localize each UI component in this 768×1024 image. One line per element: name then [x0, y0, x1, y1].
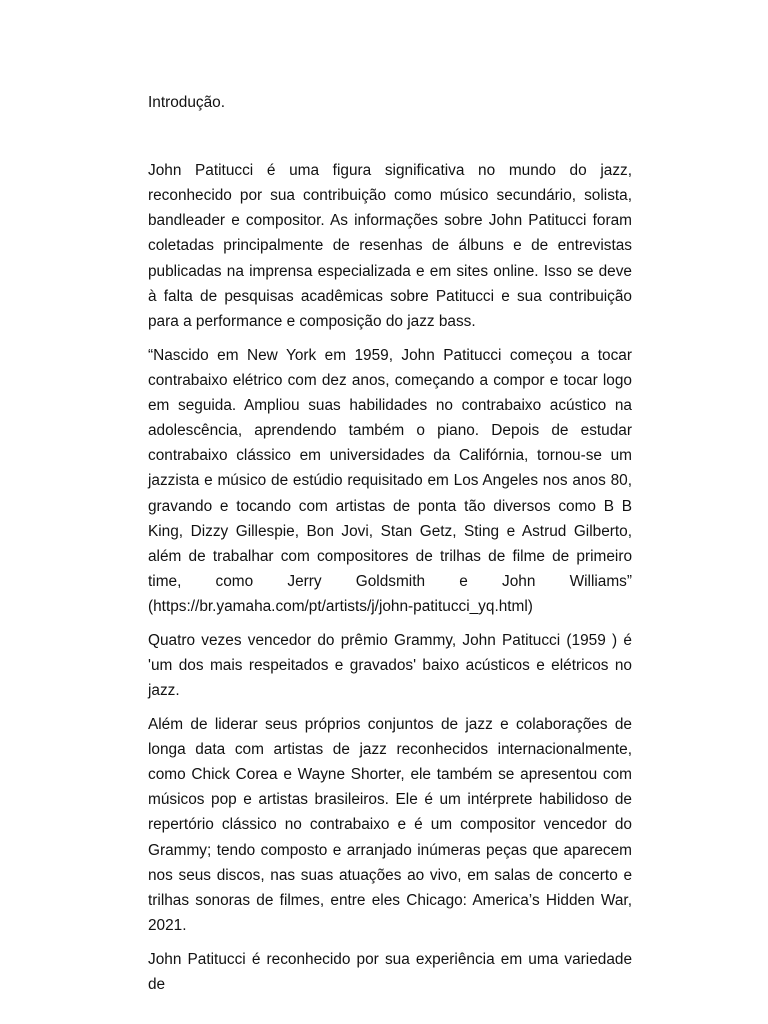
document-body: [148, 158, 632, 1006]
paragraph-expertise: John Patitucci é reconhecido por sua experiência em uma variedade de: [148, 950, 632, 993]
paragraph-intro: John Patitucci é uma figura significativa no mundo do jazz, reconhecido por sua contribuição como músico secundário, solista, bandleader e compositor. As informações sobre John Patitucci foram coletadas principalmente de resenhas de álbuns e de entrevistas publicadas na imprensa especializada e em sites online. Isso se deve à falta de pesquisas acadêmicas sobre Patitucci e sua contribuição para a performance e composição do jazz bass.: [148, 162, 632, 330]
paragraph-career: Além de liderar seus próprios conjuntos de jazz e colaborações de longa data com artistas de jazz reconhecidos internacionalmente, como Chick Corea e Wayne Shorter, ele também se apresentou com músicos pop e artistas brasileiros. Ele é um intérprete habilidoso de repertório clássico no contrabaixo e é um compositor vencedor do Grammy; tendo composto e arranjado inúmeras peças que aparecem nos seus discos, nas suas atuações ao vivo, em salas de concerto e trilhas sonoras de filmes, entre eles Chicago: America’s Hidden War, 2021.: [148, 715, 632, 935]
paragraph-grammy: Quatro vezes vencedor do prêmio Grammy, John Patitucci (1959 ) é 'um dos mais respeitados e gravados' baixo acústicos e elétricos no jazz.: [148, 631, 632, 700]
paragraph-biography-quote: “Nascido em New York em 1959, John Patitucci começou a tocar contrabaixo elétrico com dez anos, começando a compor e tocar logo em seguida. Ampliou suas habilidades no contrabaixo acústico na adolescência, aprendendo também o piano. Depois de estudar contrabaixo clássico em universidades da Califórnia, tornou-se um jazzista e músico de estúdio requisitado em Los Angeles nos anos 80, gravando e tocando com artistas de ponta tão diversos como B B King, Dizzy Gillespie, Bon Jovi, Stan Getz, Sting e Astrud Gilberto, além de trabalhar com compositores de trilhas de filme de primeiro time, como Jerry Goldsmith e John Williams” (https://br.yamaha.com/pt/artists/j/john-patitucci_yq.html): [148, 346, 632, 616]
document-heading: Introdução.: [148, 94, 226, 111]
